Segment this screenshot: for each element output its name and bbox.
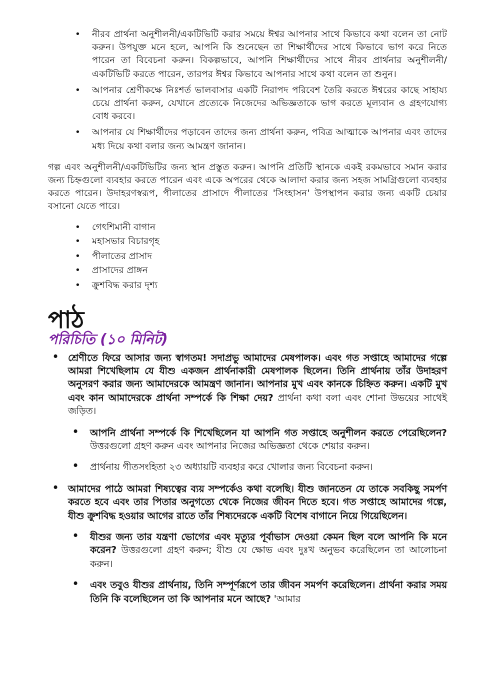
- sub-list: [68, 427, 447, 475]
- question-note: 'আমার: [270, 593, 301, 605]
- welcome-answer: প্রার্থনা কথা বলা এবং শোনা উভয়ের সাথেই জড়িত।: [68, 392, 447, 418]
- list-item: • প্রার্থনায় গীতসংহিতা ২৩ অধ্যায়টি ব্যবহার করে খোলার জন্য বিবেচনা করুন।: [68, 461, 447, 474]
- list-item: • ক্রুশবিদ্ধ করার দৃশ্য: [66, 280, 447, 293]
- list-item: • আপনার যে শিক্ষার্থীদের পড়াবেন তাদের জন্য প্রার্থনা করুন, পবিত্র আত্মাকে আপনার এবং তাদের মধ্য দিয়ে কথা বলার জন্য আমন্ত্রণ জানান।: [66, 126, 447, 152]
- list-item: [68, 579, 447, 606]
- sub-list: [68, 531, 447, 606]
- question-note: উত্তরগুলো গ্রহণ করুন এবং আপনার নিজের অভিজ্ঞতা থেকে শেয়ার করুন।: [90, 441, 370, 453]
- list-item: • মহাসভার বিচারগৃহ: [66, 236, 447, 249]
- list-item: • নীরব প্রার্থনা অনুশীলনী/একটিভিটি করার সময়ে ঈশ্বর আপনার সাথে কিভাবে কথা বলেন তা নোট করুন। উপযুক্ত মনে হলে, আপনি কি শুনেছেন তা শিক্ষার্থীদের সাথে কিভাবে ভাগ করে নিতে পারেন তা বিবেচনা করুন। বিকল্পভাবে, আপনি শিক্ষার্থীদের সাথে নীরব প্রার্থনার অনুশীলনী/একটিভিটি করতে পারেন, তারপর ঈশ্বর কিভাবে আপনার সাথে কথা বলেন তা শুনুন।: [66, 28, 447, 81]
- sacrifice-text: আমাদের পাঠে আমরা শিষ্যত্বের ব্যয় সম্পর্কেও কথা বলেছি। যীশু জানতেন যে তাকে সবকিছু সমর্পণ করতে হবে এবং তার পিতার অনুগত্যে থেকে নিজের জীবন দিতে হবে। গত সপ্তাহে আমাদের গল্পে, যীশু ক্রুশবিদ্ধ হওয়ার আগের রাতে তাঁর শিষ্যদেরকে একটি বিশেষ বাগানে নিয়ে গিয়েছিলেন।: [68, 483, 447, 522]
- lesson-title: পাঠ: [48, 305, 85, 334]
- list-item: [68, 427, 447, 454]
- list-item: • পীলাতের প্রাসাদ: [66, 251, 447, 264]
- setup-paragraph: গল্প এবং অনুশীলনী/একটিভিটির জন্য স্থান প্রস্তুত করুন। আপনি প্রতিটি স্থানকে একই রকমভাবে সমান করার জন্য চিহ্নগুলো ব্যবহার করতে পারেন এবং একে অপরের থেকে আলাদা করার জন্য সহজ সামগ্রিগুলো ব্যবহার করতে পারেন। উদাহরণস্বরূপ, পীলাতের প্রাসাদে পীলাতের 'সিংহাসন' উপস্থাপন করার জন্য একটি চেয়ার বসানো যেতে পারে।: [48, 161, 447, 213]
- question-text: যীশুর জন্য তার যন্ত্রণা ভোগের এবং মৃত্যুর পূর্বাভাস দেওয়া কেমন ছিল বলে আপনি কি মনে করেন?: [90, 532, 447, 557]
- question-text: আপনি প্রার্থনা সম্পর্কে কি শিখেছিলেন যা আপনি গত সপ্তাহে অনুশীলন করতে পেরেছিলেন?: [90, 427, 447, 439]
- top-bullet-list: [66, 28, 447, 153]
- lesson-bullet-list: [48, 352, 447, 607]
- places-list: [66, 222, 447, 293]
- list-item: [48, 483, 447, 606]
- list-item: • আপনার শ্রেণীকক্ষে নিঃশর্ত ভালবাসার একটি নিরাপদ পরিবেশ তৈরি করতে ঈশ্বরের কাছে সাহায্য চেয়ে প্রার্থনা করুন, যেখানে প্রত্যেকে নিজেদের অভিজ্ঞতাকে ভাগ করতে মূল্যবান ও গ্রহণযোগ্য বোধ করবে।: [66, 84, 447, 124]
- welcome-text: শ্রেণীতে ফিরে আসার জন্য স্বাগতম! সদাপ্রভু আমাদের মেষপালক। এবং গত সপ্তাহে আমাদের গল্পে আমরা শিখেছিলাম যে যীশু একজন প্রার্থনাকারী মেষপালক ছিলেন। তিনি প্রার্থনায় তাঁর উদাহরণ অনুসরণ করার জন্য আমাদেরকে আমন্ত্রণ জানান। আপনার মুখ এবং কানকে চিহ্নিত করুন। একটি মুখ এবং কান আমাদেরকে প্রার্থনা সম্পর্কে কি শিক্ষা দেয়?: [68, 352, 447, 404]
- list-item: • প্রাসাদের প্রাঙ্গন: [66, 265, 447, 278]
- intro-heading: পরিচিতি (১০ মিনিট): [48, 331, 168, 348]
- list-item: • গেৎশিমানী বাগান: [66, 222, 447, 235]
- list-item: [48, 352, 447, 475]
- question-note: উত্তরগুলো গ্রহণ করুন; যীশু যে ক্ষোভ এবং দুঃখ অনুভব করেছিলেন তা আলোচনা করুন।: [90, 545, 447, 570]
- question-text: এবং তবুও যীশুর প্রার্থনায়, তিনি সম্পূর্ণরূপে তার জীবন সমর্পণ করেছিলেন। প্রার্থনা করার সময় তিনি কি বলেছিলেন তা কি আপনার মনে আছে?: [90, 580, 447, 605]
- list-item: [68, 531, 447, 571]
